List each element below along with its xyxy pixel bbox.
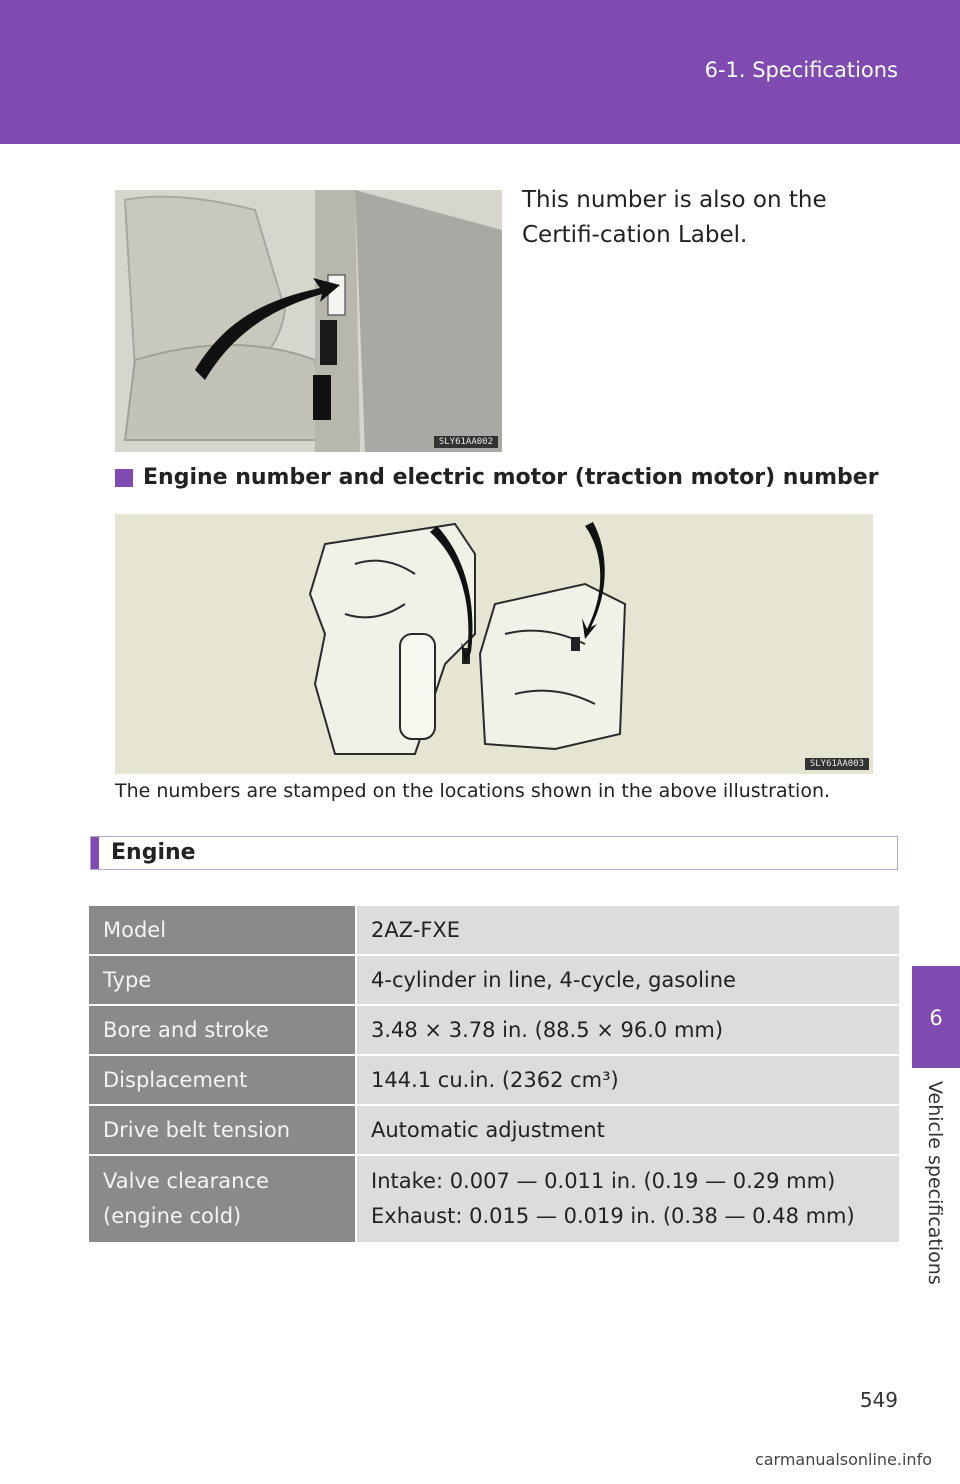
chapter-tab[interactable] bbox=[912, 966, 960, 1068]
spec-label: Displacement bbox=[89, 1056, 357, 1104]
spec-label: Model bbox=[89, 906, 357, 954]
seat-label-illustration bbox=[115, 190, 502, 452]
subheading-text: Engine number and electric motor (traction motor) number bbox=[143, 465, 879, 490]
spec-label: Valve clearance (engine cold) bbox=[89, 1156, 357, 1242]
spec-value: 3.48 × 3.78 in. (88.5 × 96.0 mm) bbox=[357, 1006, 899, 1054]
engine-spec-table bbox=[89, 906, 899, 1244]
spec-label: Type bbox=[89, 956, 357, 1004]
square-bullet-icon bbox=[115, 469, 133, 487]
table-row bbox=[89, 1156, 899, 1244]
seat-drawing bbox=[115, 190, 502, 452]
engine-number-subheading bbox=[115, 465, 879, 490]
spec-label: Bore and stroke bbox=[89, 1006, 357, 1054]
spec-value: Intake: 0.007 — 0.011 in. (0.19 — 0.29 mm) Exhaust: 0.015 — 0.019 in. (0.38 — 0.48 mm) bbox=[357, 1156, 899, 1242]
table-row bbox=[89, 1006, 899, 1056]
table-row bbox=[89, 956, 899, 1006]
spec-value: Automatic adjustment bbox=[357, 1106, 899, 1154]
section-title: Engine bbox=[111, 840, 196, 865]
chapter-label: Vehicle specifications bbox=[924, 1081, 946, 1285]
certification-caption: This number is also on the Certifi-cation Label. bbox=[522, 187, 827, 248]
spec-label: Drive belt tension bbox=[89, 1106, 357, 1154]
spec-value: 4-cylinder in line, 4-cycle, gasoline bbox=[357, 956, 899, 1004]
seat-image-code: SLY61AA002 bbox=[434, 436, 498, 448]
table-row bbox=[89, 1056, 899, 1106]
spec-value: 2AZ-FXE bbox=[357, 906, 899, 954]
engine-number-illustration bbox=[115, 514, 873, 774]
footer-site: carmanualsonline.info bbox=[754, 1450, 932, 1469]
section-accent-bar bbox=[91, 837, 99, 869]
engine-image-code: SLY61AA003 bbox=[805, 758, 869, 770]
page-number: 549 bbox=[859, 1388, 898, 1412]
chapter-number: 6 bbox=[929, 1006, 943, 1030]
engine-section-title bbox=[90, 836, 898, 870]
table-row bbox=[89, 1106, 899, 1156]
engine-drawing bbox=[115, 514, 873, 774]
illustration-note: The numbers are stamped on the locations shown in the above illustration. bbox=[115, 780, 831, 802]
table-row bbox=[89, 906, 899, 956]
section-header: 6-1. Specifications bbox=[704, 58, 898, 82]
spec-value: 144.1 cu.in. (2362 cm³) bbox=[357, 1056, 899, 1104]
